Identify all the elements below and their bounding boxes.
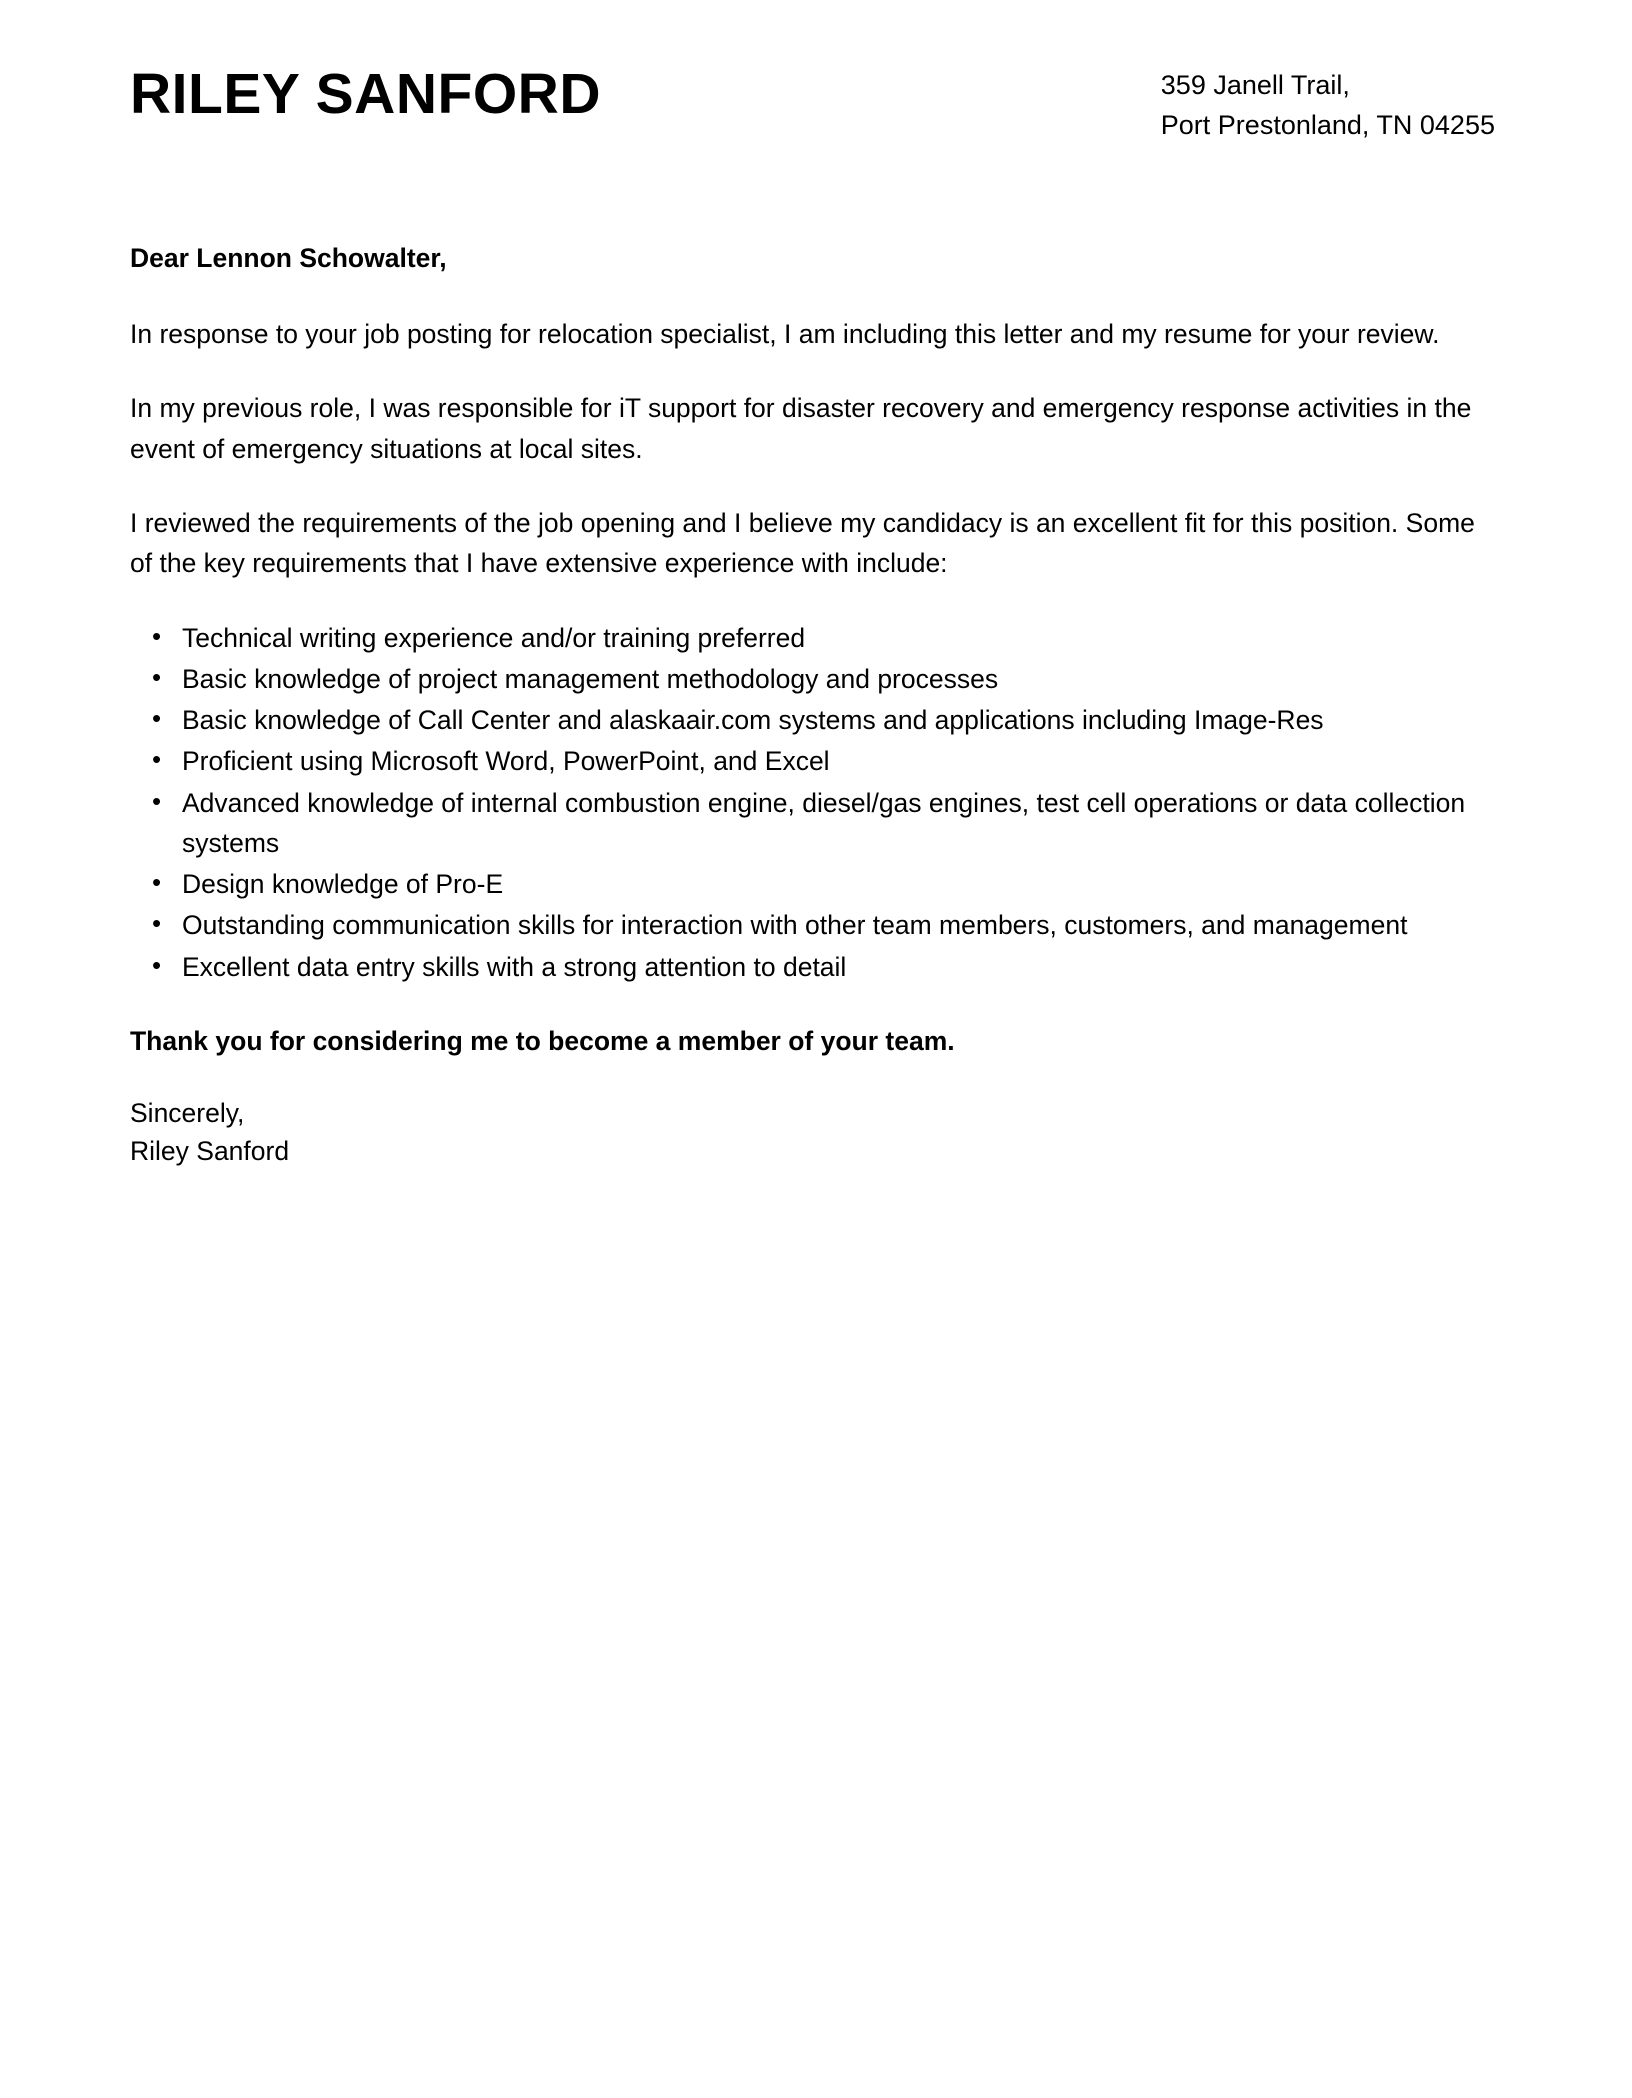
body-paragraph-2: In my previous role, I was responsible for iT support for disaster recovery and emergency response activities in the event of emergency situations at local sites. (130, 393, 1472, 464)
body-paragraph-3: I reviewed the requirements of the job opening and I believe my candidacy is an excellent fit for this position. Some of the key requirements that I have extensive experience with include: (130, 507, 1475, 579)
list-item: • Advanced knowledge of internal combustion engine, diesel/gas engines, test cell operations or data collection systems (130, 783, 1500, 864)
list-item: • Excellent data entry skills with a strong attention to detail (130, 947, 1500, 987)
signature-block (130, 1095, 1502, 1170)
signoff: Sincerely, (130, 1098, 245, 1129)
list-item: • Design knowledge of Pro-E (130, 864, 1500, 904)
salutation: Dear Lennon Schowalter, (130, 242, 447, 273)
list-item: • Proficient using Microsoft Word, PowerPoint, and Excel (130, 741, 1500, 781)
letter-header (0, 0, 1632, 146)
sender-address-block (1161, 58, 1495, 146)
list-item: • Basic knowledge of project management methodology and processes (130, 659, 1500, 699)
candidate-name: RILEY SANFORD (130, 62, 601, 126)
list-item: • Outstanding communication skills for interaction with other team members, customers, and management (130, 905, 1500, 945)
closing-statement: Thank you for considering me to become a member of your team. (130, 1025, 955, 1056)
address-line-street: 359 Janell Trail, (1160, 70, 1350, 100)
letter-body (0, 238, 1632, 1171)
list-item: • Technical writing experience and/or training preferred (130, 618, 1500, 658)
list-item: • Basic knowledge of Call Center and alaskaair.com systems and applications including Image-Res (130, 700, 1500, 740)
address-line-city-state-zip: Port Prestonland, TN 04255 (1160, 109, 1495, 140)
signature-name: Riley Sanford (130, 1135, 290, 1166)
body-paragraph-1: In response to your job posting for relocation specialist, I am including this letter and my resume for your review. (130, 319, 1440, 350)
qualifications-list (130, 618, 1500, 987)
